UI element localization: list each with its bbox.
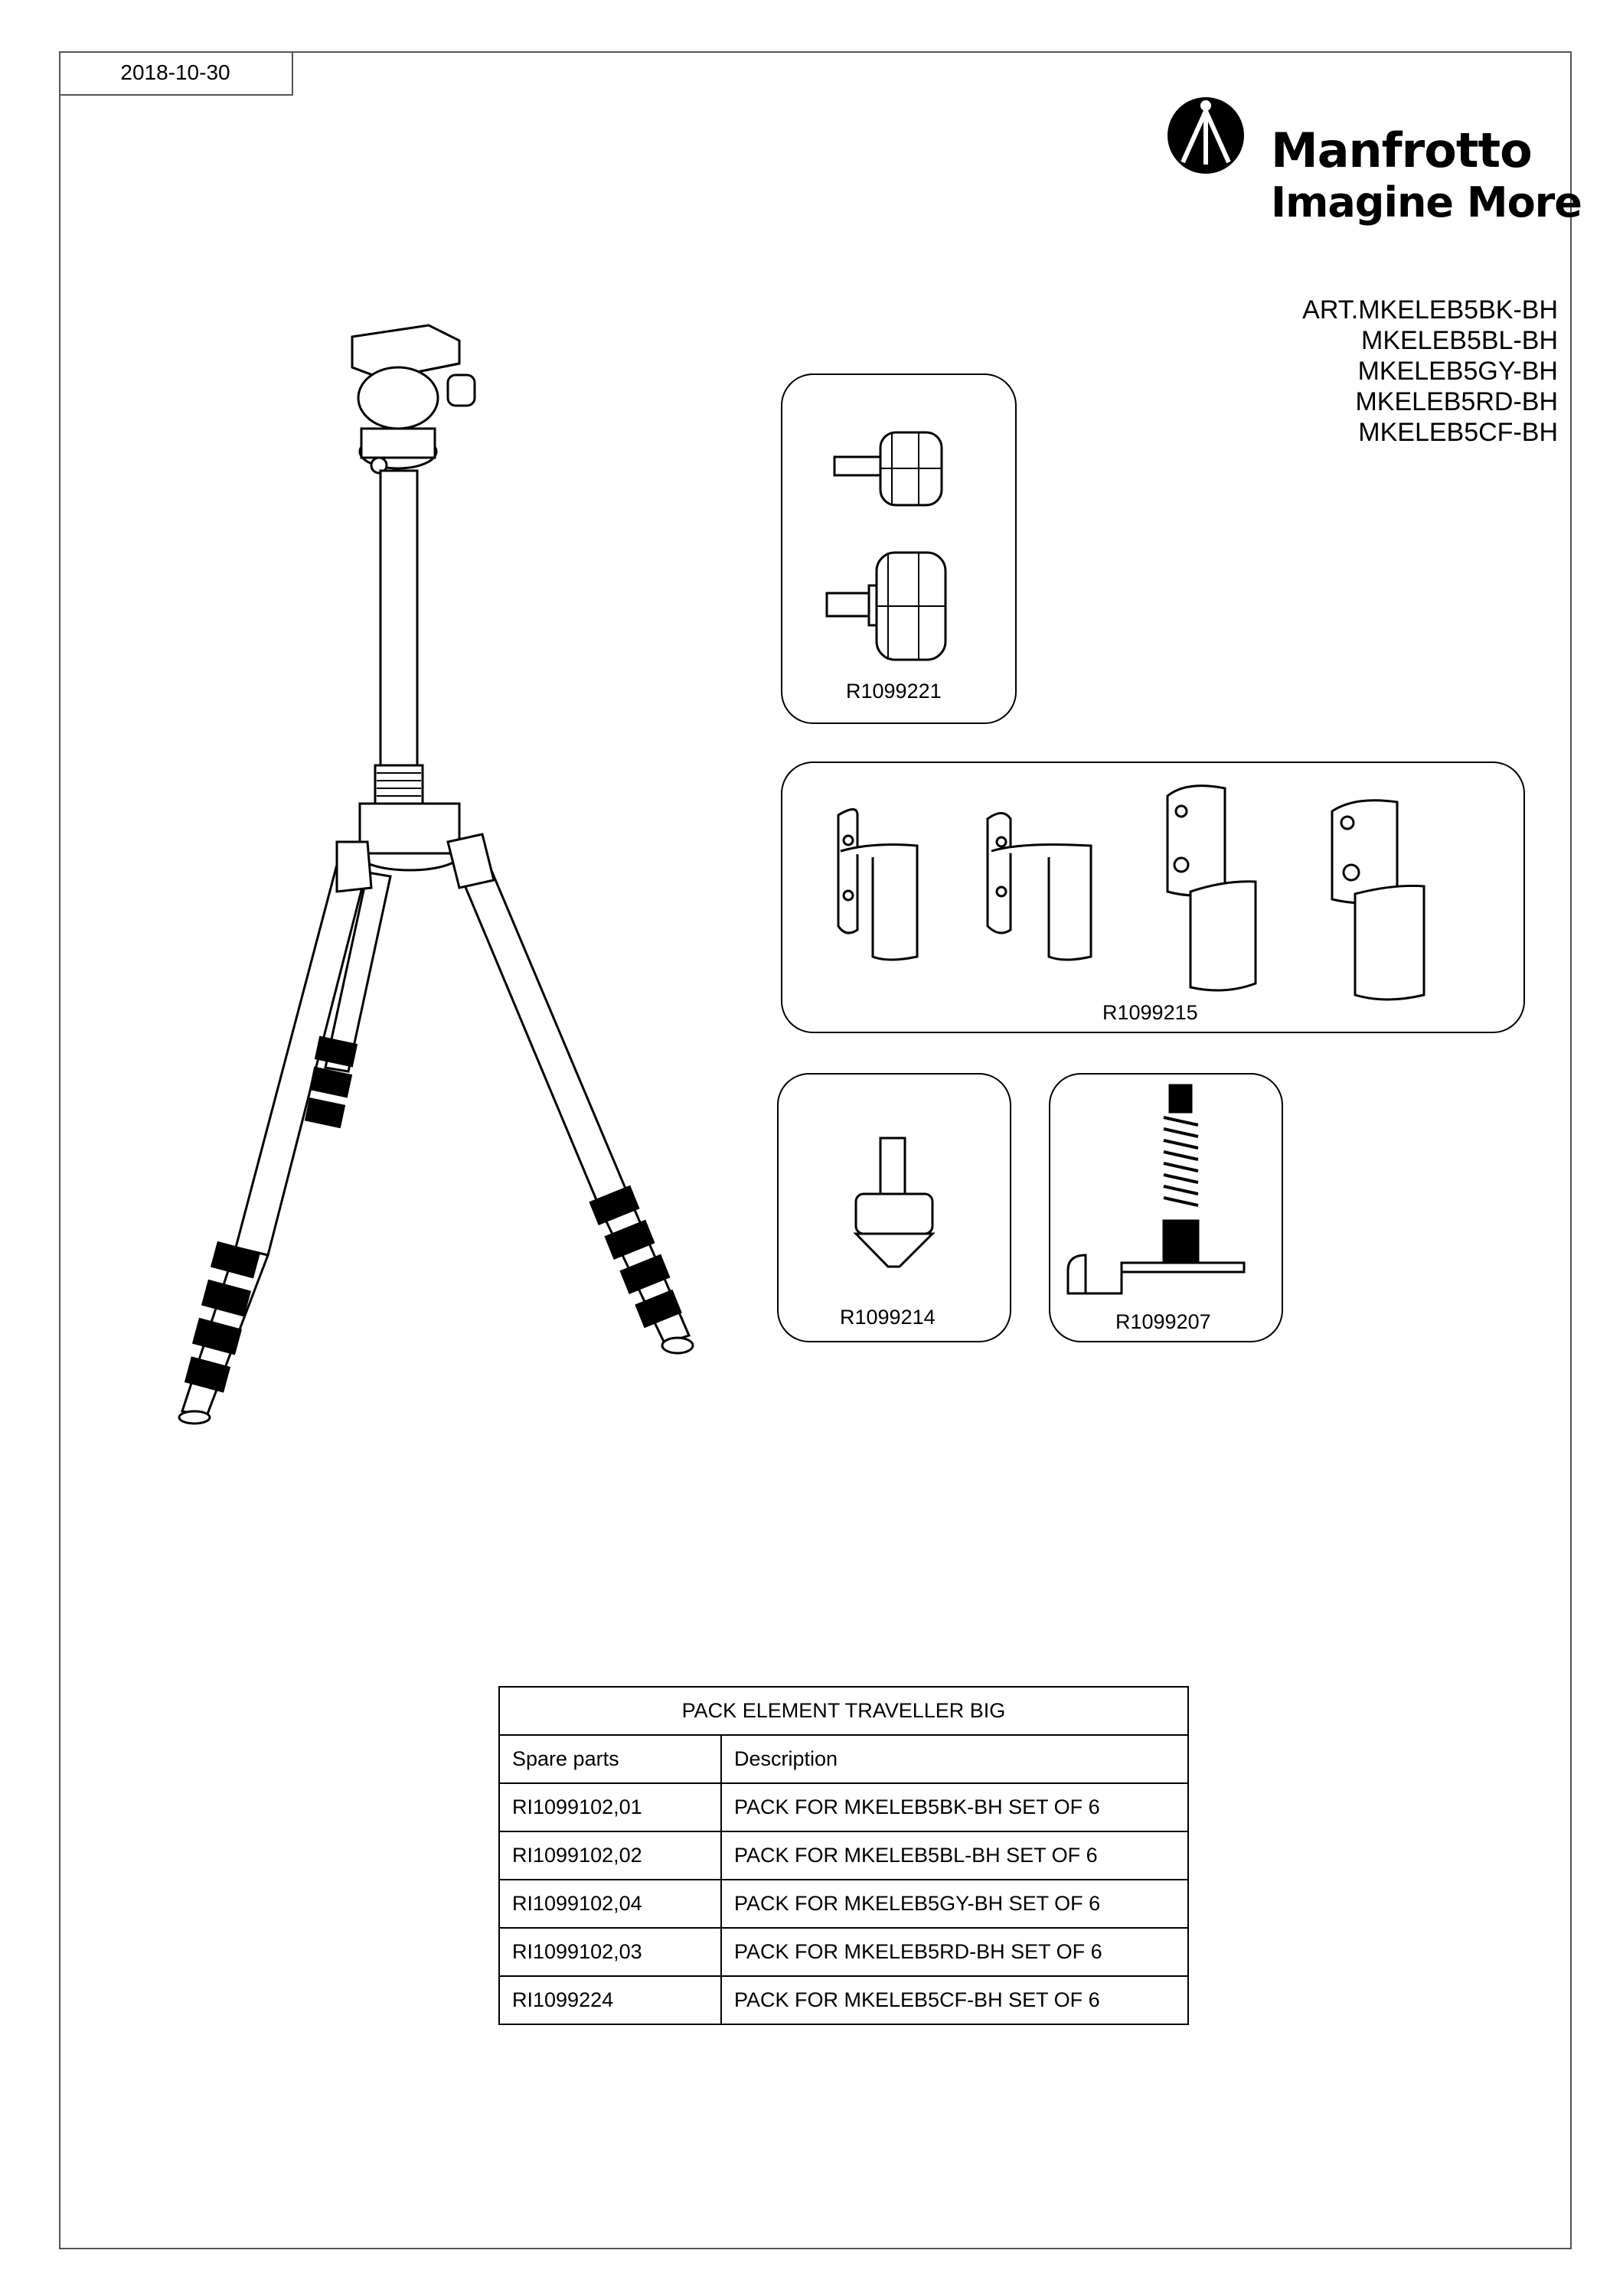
spare-part-description: PACK FOR MKELEB5RD-BH SET OF 6 <box>721 1928 1188 1976</box>
part-box-r1099214 <box>777 1073 1011 1342</box>
article-code: MKELEB5RD-BH <box>1355 387 1558 416</box>
spare-part-code: RI1099102,01 <box>499 1783 721 1831</box>
part-box-r1099207 <box>1049 1073 1283 1342</box>
part-box-r1099221 <box>781 373 1017 724</box>
spare-part-description: PACK FOR MKELEB5CF-BH SET OF 6 <box>721 1976 1188 2024</box>
spare-parts-table <box>498 1686 1189 2025</box>
part-box-r1099215 <box>781 762 1525 1033</box>
article-code: ART.MKELEB5BK-BH <box>1302 295 1558 325</box>
part-code: R1099207 <box>1115 1310 1211 1333</box>
spare-part-description: PACK FOR MKELEB5BL-BH SET OF 6 <box>721 1831 1188 1880</box>
brand-tagline: Imagine More <box>1271 178 1582 227</box>
brand-name: Manfrotto <box>1271 122 1532 178</box>
spare-part-code: RI1099102,04 <box>499 1880 721 1928</box>
spare-part-code: RI1099102,03 <box>499 1928 721 1976</box>
tripod-illustration <box>179 325 693 1424</box>
table-title: PACK ELEMENT TRAVELLER BIG <box>499 1687 1188 1735</box>
table-row <box>499 1976 1188 2024</box>
date-label: 2018-10-30 <box>59 51 293 96</box>
table-row <box>499 1831 1188 1880</box>
spare-part-description: PACK FOR MKELEB5GY-BH SET OF 6 <box>721 1880 1188 1928</box>
spare-part-code: RI1099224 <box>499 1976 721 2024</box>
spare-part-code: RI1099102,02 <box>499 1831 721 1880</box>
spare-part-description: PACK FOR MKELEB5BK-BH SET OF 6 <box>721 1783 1188 1831</box>
part-code: R1099221 <box>846 680 942 703</box>
manfrotto-logo-icon <box>1167 97 1244 174</box>
table-row <box>499 1880 1188 1928</box>
column-header: Spare parts <box>499 1735 721 1783</box>
table-row <box>499 1783 1188 1831</box>
article-code: MKELEB5BL-BH <box>1361 326 1558 355</box>
table-row <box>499 1928 1188 1976</box>
table-title-row <box>499 1687 1188 1735</box>
table-header-row <box>499 1735 1188 1783</box>
part-code: R1099214 <box>840 1306 936 1329</box>
article-code: MKELEB5GY-BH <box>1357 357 1558 386</box>
article-code: MKELEB5CF-BH <box>1358 418 1558 447</box>
part-code: R1099215 <box>1102 1001 1198 1024</box>
column-header: Description <box>721 1735 1188 1783</box>
article-codes <box>1302 295 1558 448</box>
